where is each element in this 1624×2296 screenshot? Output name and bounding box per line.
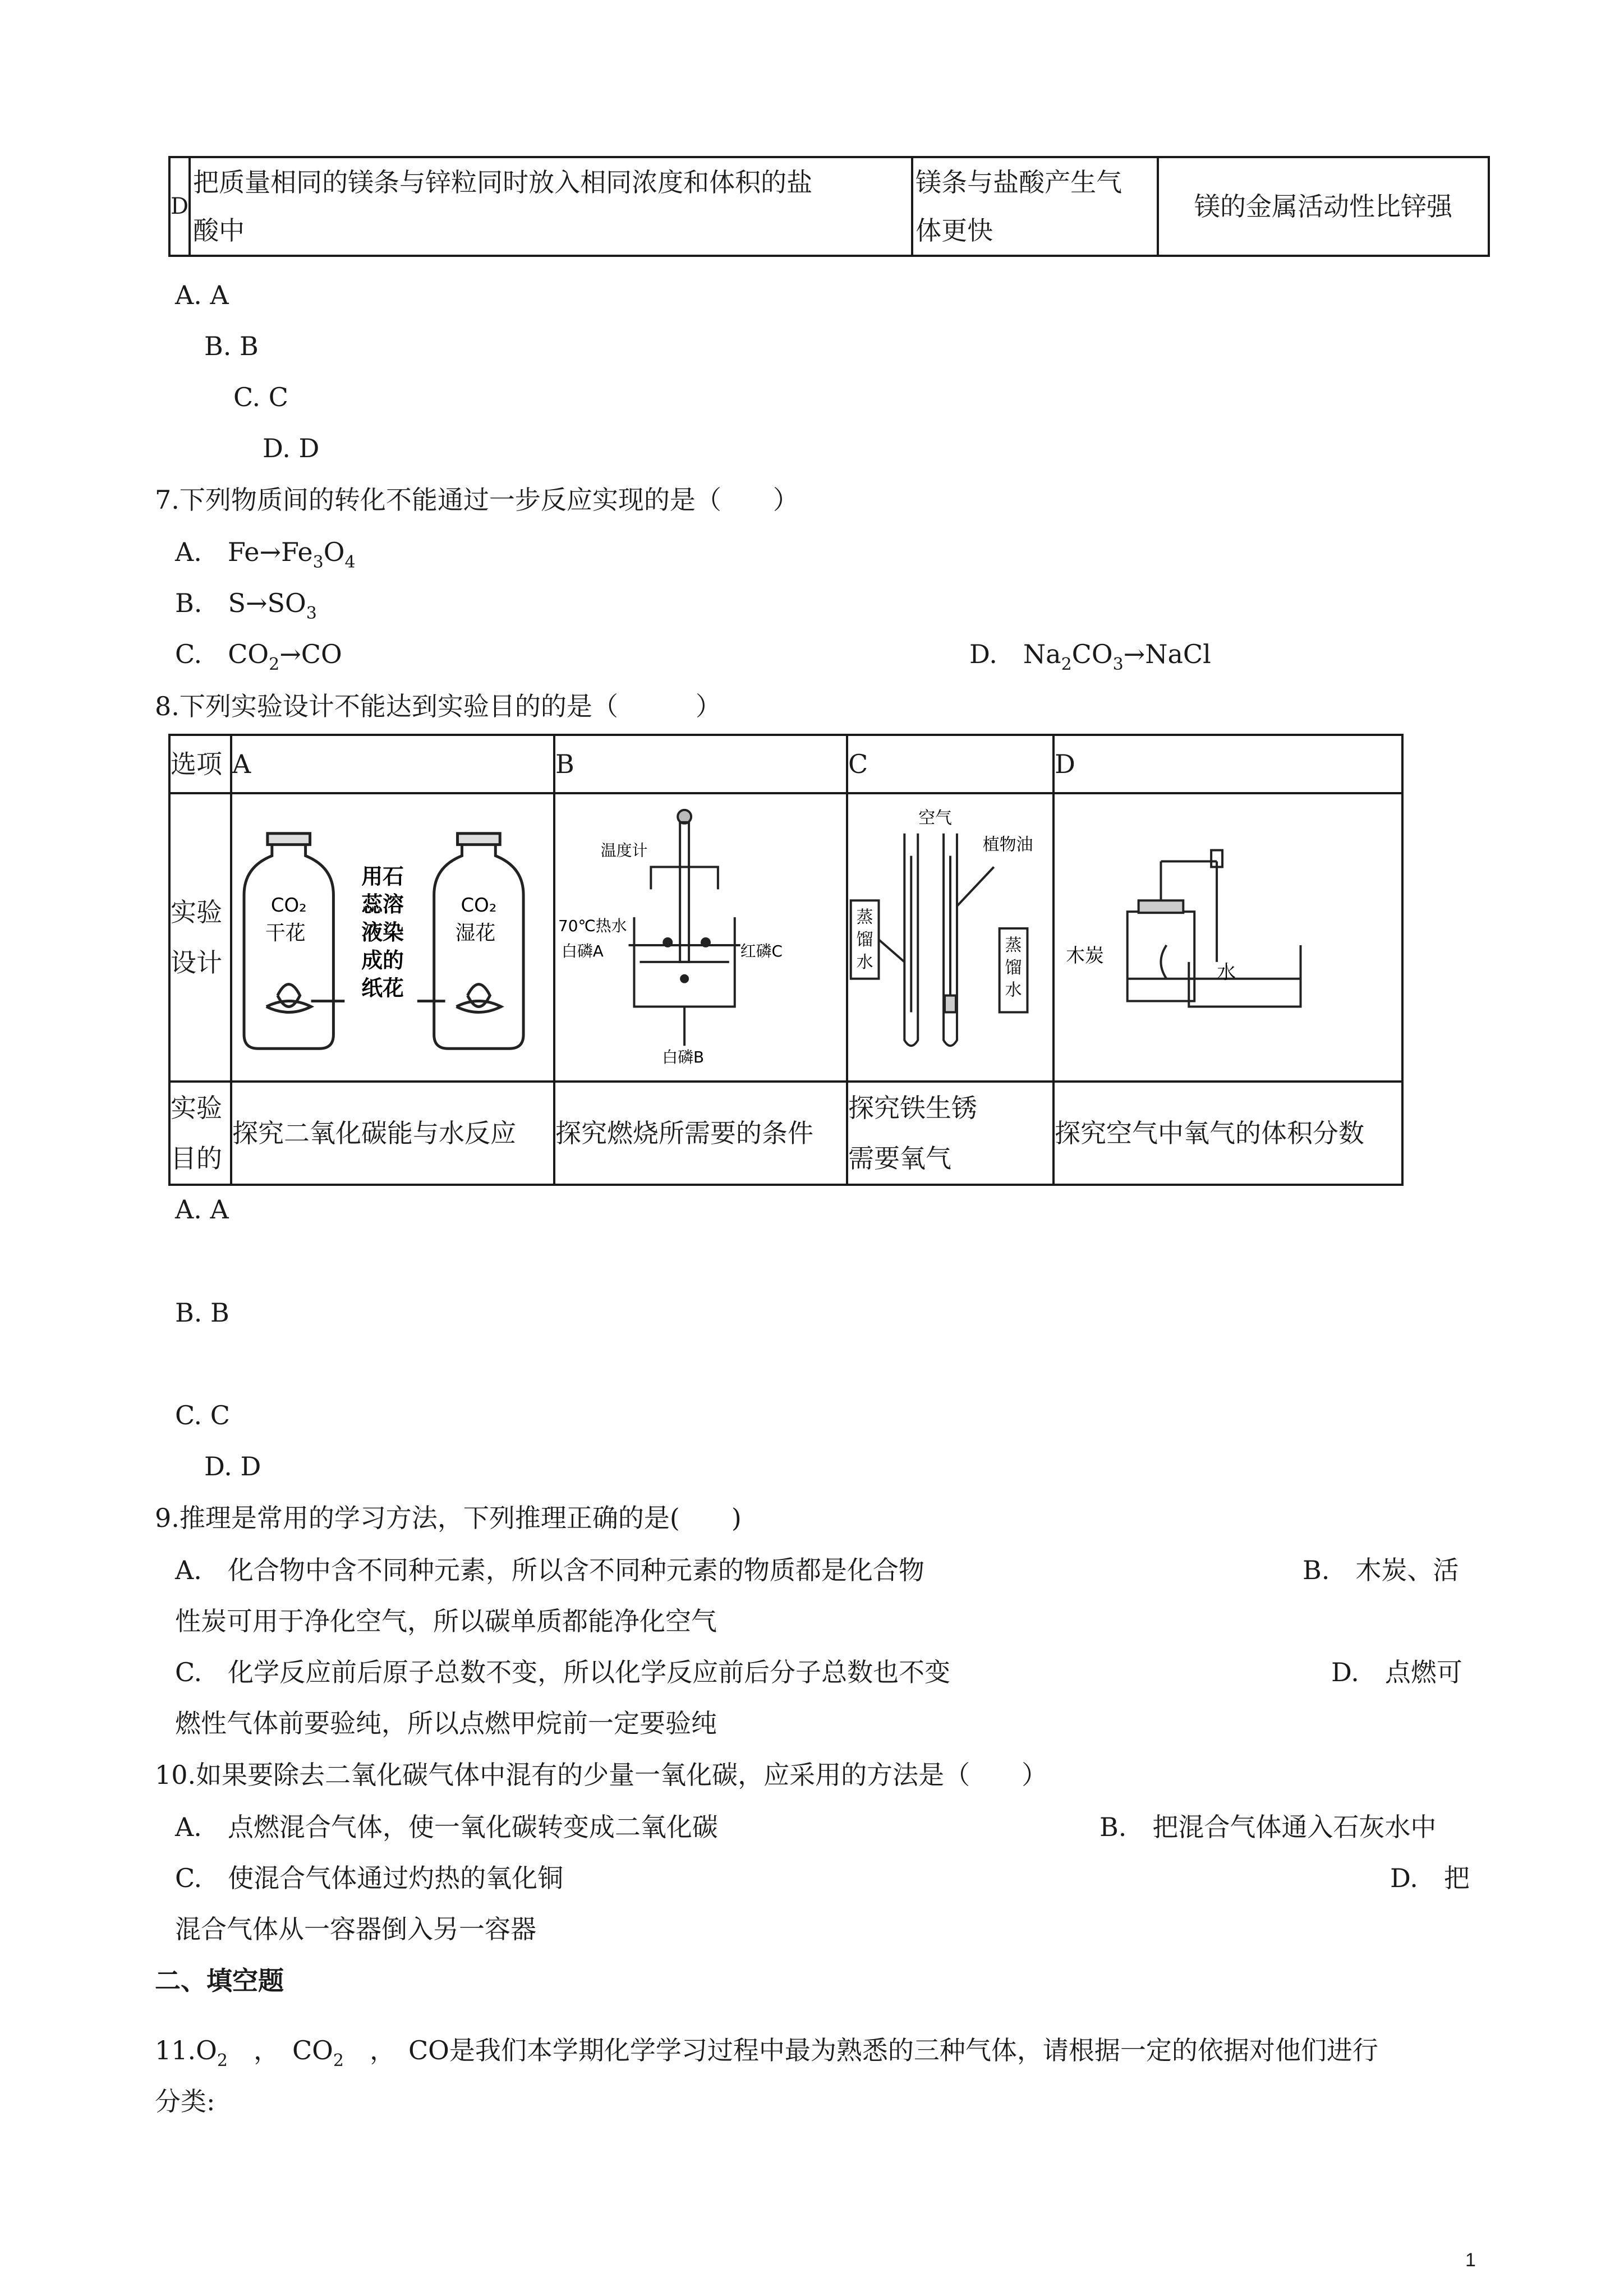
header-col-d: D — [1053, 735, 1402, 793]
white-phosphorus-a-label: 白磷A — [561, 941, 604, 960]
q6-option-b: B. B — [204, 331, 259, 361]
design-label-line-2: 设计 — [171, 947, 222, 978]
q11-line-2: 分类: — [155, 2086, 215, 2116]
rust-test-tubes-diagram — [848, 794, 1052, 1080]
purpose-c — [847, 1082, 1053, 1185]
diagram-d-cell — [1053, 793, 1402, 1082]
q7-stem: 7.下列物质间的转化不能通过一步反应实现的是（ ） — [155, 485, 799, 515]
q9-option-c: C. 化学反应前后原子总数不变，所以化学反应前后分子总数也不变 — [175, 1657, 951, 1687]
bottle-left-gas: CO₂ — [270, 894, 307, 917]
paper-flower-note-2: 蕊溶 — [361, 892, 404, 917]
operation-line-1: 把质量相同的镁条与锌粒同时放入相同浓度和体积的盐 — [193, 167, 813, 197]
purpose-d: 探究空气中氧气的体积分数 — [1053, 1082, 1402, 1185]
q9-option-b-tail: 性炭可用于净化空气，所以碳单质都能净化空气 — [175, 1606, 717, 1636]
q10-stem: 10.如果要除去二氧化碳气体中混有的少量一氧化碳，应采用的方法是（ ） — [155, 1760, 1048, 1790]
purpose-b: 探究燃烧所需要的条件 — [554, 1082, 847, 1185]
bottle-left-flower: 干花 — [265, 921, 306, 945]
phenomenon-line-1: 镁条与盐酸产生气 — [915, 167, 1122, 197]
water-label: 水 — [1217, 961, 1236, 983]
oxygen-volume-diagram — [1055, 794, 1401, 1080]
distilled-water-left-1: 蒸 — [856, 908, 873, 928]
q8-option-d: D. D — [204, 1451, 261, 1481]
q6-table-row-d — [168, 156, 1490, 257]
q6-option-d: D. D — [263, 433, 320, 463]
q10-option-b: B. 把混合气体通入石灰水中 — [1099, 1812, 1437, 1842]
q10-option-d-head: D. 把 — [1390, 1863, 1470, 1893]
bottles-diagram — [232, 794, 553, 1080]
thermometer-label: 温度计 — [600, 841, 648, 860]
paper-flower-note-3: 液染 — [361, 919, 404, 945]
paper-flower-note-4: 成的 — [361, 947, 404, 973]
q8-option-a: A. A — [175, 1194, 229, 1225]
charcoal-label: 木炭 — [1066, 944, 1104, 967]
section-title: 二、填空题 — [155, 1966, 284, 1996]
bottle-right-gas: CO₂ — [461, 894, 497, 917]
q9-option-d-tail: 燃性气体前要验纯，所以点燃甲烷前一定要验纯 — [175, 1708, 717, 1738]
purpose-c-line-1: 探究铁生锈 — [848, 1093, 977, 1123]
q8-stem: 8.下列实验设计不能达到实验目的的是（ ） — [155, 691, 721, 721]
distilled-water-right-2: 馏 — [1005, 958, 1022, 978]
purpose-label-line-1: 实验 — [171, 1093, 222, 1123]
combustion-diagram — [555, 794, 846, 1080]
distilled-water-left-3: 水 — [856, 952, 873, 972]
q8-option-c: C. C — [175, 1400, 230, 1430]
diagram-b-cell — [554, 793, 847, 1082]
q6-option-c: C. C — [233, 382, 288, 412]
vegetable-oil-label: 植物油 — [982, 835, 1033, 855]
q6-option-a: A. A — [175, 280, 229, 310]
q7-option-b: B. $S\to SO_3$ — [175, 588, 317, 623]
q7-option-d: D. $Na_2CO_3\to NaCl$ — [969, 639, 1211, 674]
row-label: D — [169, 157, 190, 256]
header-col-a: A — [231, 735, 554, 793]
operation-line-2: 酸中 — [193, 215, 245, 246]
paper-flower-note-5: 纸花 — [361, 976, 404, 1001]
distilled-water-right-1: 蒸 — [1005, 935, 1022, 955]
design-label-line-1: 实验 — [171, 897, 222, 927]
distilled-water-left-2: 馏 — [856, 930, 873, 950]
q10-option-d-tail: 混合气体从一容器倒入另一容器 — [175, 1914, 536, 1944]
operation-cell — [190, 157, 912, 256]
q7-option-a: A. $Fe\to Fe_3O_4$ — [175, 537, 356, 572]
q10-option-c: C. 使混合气体通过灼热的氧化铜 — [175, 1863, 564, 1893]
purpose-a: 探究二氧化碳能与水反应 — [231, 1082, 554, 1185]
purpose-label-line-2: 目的 — [171, 1143, 222, 1174]
purpose-c-line-2: 需要氧气 — [848, 1143, 951, 1174]
distilled-water-right-3: 水 — [1005, 980, 1022, 1000]
header-label: 选项 — [169, 735, 231, 793]
red-phosphorus-c-label: 红磷C — [740, 941, 783, 960]
q9-stem: 9.推理是常用的学习方法，下列推理正确的是( ) — [155, 1503, 742, 1533]
design-label — [169, 793, 231, 1082]
page-number: 1 — [1465, 2249, 1476, 2271]
bottle-right-flower: 湿花 — [455, 921, 496, 945]
q10-option-a: A. 点燃混合气体，使一氧化碳转变成二氧化碳 — [175, 1812, 718, 1842]
phenomenon-line-2: 体更快 — [915, 215, 993, 246]
hot-water-label: 70℃热水 — [558, 917, 627, 936]
table-row — [169, 793, 1402, 1082]
q11-line-1: $11.O_2$ ， $CO_2$ ， CO是我们本学期化学学习过程中最为熟悉的三种气体，请根据一定的依据对他们进行 — [155, 2035, 1378, 2070]
header-col-c: C — [847, 735, 1053, 793]
q9-option-d-head: D. 点燃可 — [1331, 1657, 1462, 1687]
header-col-b: B — [554, 735, 847, 793]
q9-option-a: A. 化合物中含不同种元素，所以含不同种元素的物质都是化合物 — [175, 1555, 924, 1585]
table-row — [169, 735, 1402, 793]
paper-flower-note-1: 用石 — [361, 864, 404, 889]
purpose-label — [169, 1082, 231, 1185]
air-label: 空气 — [918, 808, 952, 828]
q9-option-b-head: B. 木炭、活 — [1303, 1555, 1459, 1585]
table-row — [169, 157, 1489, 256]
q8-table — [168, 734, 1404, 1186]
diagram-c-cell — [847, 793, 1053, 1082]
table-row — [169, 1082, 1402, 1185]
phenomenon-cell — [912, 157, 1158, 256]
white-phosphorus-b-label: 白磷B — [662, 1048, 705, 1067]
diagram-a-cell — [231, 793, 554, 1082]
q7-option-c: C. $CO_2\to CO$ — [175, 639, 342, 674]
conclusion-cell: 镁的金属活动性比锌强 — [1158, 157, 1489, 256]
q8-option-b: B. B — [175, 1297, 229, 1328]
